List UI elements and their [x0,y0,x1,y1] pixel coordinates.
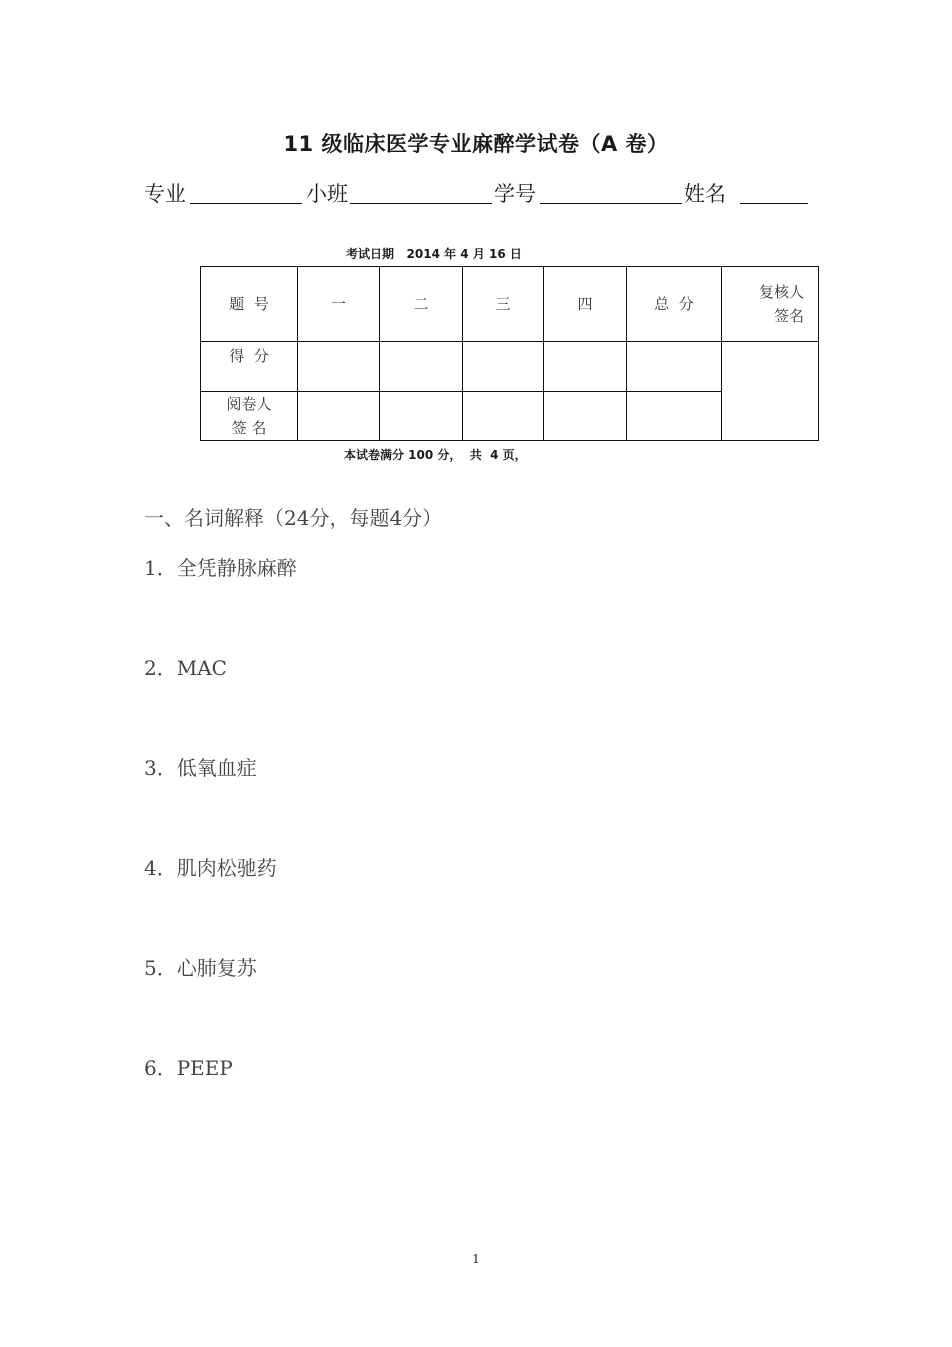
question-2: 2．MAC [144,656,227,680]
score-cell-1[interactable] [298,342,380,392]
grader-cell-total[interactable] [627,392,722,441]
grader-cell-3[interactable] [463,392,544,441]
grader-row-label-line1: 阅卷人 [226,395,272,413]
question-1: 1．全凭静脉麻醉 [144,556,297,580]
grader-row-label-cell [201,392,298,441]
score-row [201,342,819,392]
reviewer-label-line1: 复核人 [758,283,804,301]
score-table-header-row [201,267,819,342]
exam-footnote: 本试卷满分 100 分， 共 4 页， [344,448,527,462]
score-cell-2[interactable] [380,342,463,392]
major-label: 专业 [144,182,186,206]
header-col-2: 二 [380,267,463,342]
score-cell-total[interactable] [627,342,722,392]
header-label: 题 号 [229,295,269,313]
header-col-total: 总 分 [627,267,722,342]
header-label-cell [201,267,298,342]
header-col-4: 四 [544,267,627,342]
grader-cell-4[interactable] [544,392,627,441]
student-id-blank[interactable] [540,203,682,204]
question-6: 6．PEEP [144,1056,233,1080]
header-reviewer-cell [722,267,819,342]
grader-cell-1[interactable] [298,392,380,441]
class-label: 小班 [306,182,348,206]
student-id-label: 学号 [494,182,536,206]
score-row-label: 得 分 [229,347,269,365]
question-3: 3．低氧血症 [144,756,257,780]
name-label: 姓名 [684,182,726,206]
exam-date: 考试日期 2014 年 4 月 16 日 [346,247,522,261]
grader-row-label-line2: 签 名 [231,419,267,437]
score-table [200,266,819,441]
question-4: 4．肌肉松驰药 [144,856,277,880]
reviewer-label-line2: 签名 [773,307,804,325]
page-number: 1 [472,1252,480,1266]
header-col-3: 三 [463,267,544,342]
section-1-title: 一、名词解释（24分，每题4分） [144,506,443,530]
reviewer-signature-cell[interactable] [722,342,819,441]
score-row-label-cell [201,342,298,392]
score-cell-4[interactable] [544,342,627,392]
major-blank[interactable] [190,203,302,204]
class-blank[interactable] [350,203,492,204]
grader-cell-2[interactable] [380,392,463,441]
question-5: 5．心肺复苏 [144,956,257,980]
score-cell-3[interactable] [463,342,544,392]
name-blank[interactable] [740,203,808,204]
exam-title: 11 级临床医学专业麻醉学试卷（A 卷） [283,132,669,156]
header-col-1: 一 [298,267,380,342]
